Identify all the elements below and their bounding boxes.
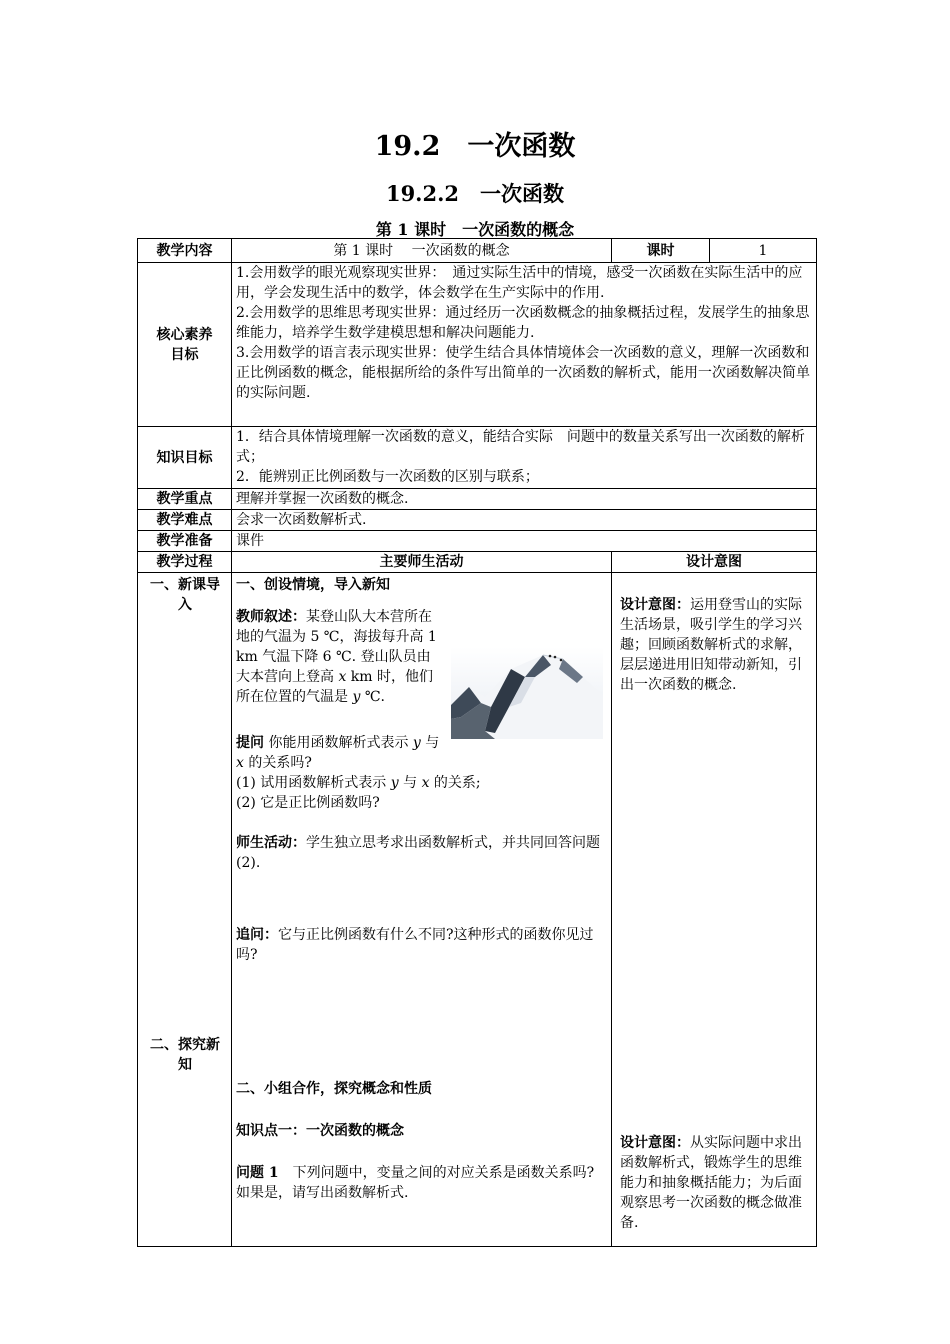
literacy-row [138, 263, 817, 427]
page-title: 19.2 一次函数 [374, 131, 576, 162]
knowledge-item: 1．结合具体情境理解一次函数的意义，能结合实际 问题中的数量关系写出一次函数的解析式； [236, 429, 805, 465]
focus-label: 教学重点 [138, 489, 232, 510]
section-title: 19.2.2 一次函数 [385, 181, 565, 206]
content-label: 教学内容 [138, 239, 232, 263]
lesson-plan-table [137, 238, 817, 1247]
activity-note: 师生活动：学生独立思考求出函数解析式，并共同回答问题(2). [236, 835, 600, 871]
prep-row [138, 531, 817, 552]
prep-label: 教学准备 [138, 531, 232, 552]
snowy-mountain-climbers-image [451, 647, 603, 739]
difficulty-row [138, 510, 817, 531]
knowledge-content [232, 427, 817, 489]
difficulty-value: 会求一次函数解析式. [232, 510, 817, 531]
question-2: (2) 它是正比例函数吗? [236, 795, 380, 811]
knowledge-point-heading: 知识点一：一次函数的概念 [236, 1123, 404, 1139]
s1-heading: 一、创设情境，导入新知 [236, 577, 390, 593]
intent-header: 设计意图 [612, 552, 817, 573]
process-header-row [138, 552, 817, 573]
period-value: 1 [710, 239, 817, 263]
s2-heading: 二、小组合作，探究概念和性质 [236, 1081, 432, 1097]
knowledge-item: 2．能辨别正比例函数与一次函数的区别与联系； [236, 469, 539, 485]
intent-column [612, 573, 817, 1247]
activity-column [232, 573, 612, 1247]
content-row [138, 239, 817, 263]
knowledge-label: 知识目标 [138, 427, 232, 489]
problem-1: 问题 1 下列问题中，变量之间的对应关系是函数关系吗?如果是，请写出函数解析式. [236, 1165, 595, 1201]
focus-row [138, 489, 817, 510]
intent-1: 设计意图：运用登雪山的实际生活场景，吸引学生的学习兴趣；回顾函数解析式的求解，层层递进用旧知带动新知，引出一次函数的概念. [620, 597, 802, 693]
literacy-item: 3.会用数学的语言表示现实世界：使学生结合具体情境体会一次函数的意义，理解一次函数和正比例函数的概念，能根据所给的条件写出简单的一次函数的解析式，能用一次函数解决简单的实际问题. [236, 345, 810, 401]
stage2-label: 二、探究新知 [150, 1037, 220, 1073]
question: 提问 你能用函数解析式表示 y 与 x 的关系吗? [236, 735, 440, 771]
literacy-item: 1.会用数学的眼光观察现实世界： 通过实际生活中的情境，感受一次函数在实际生活中的应用，学会发现生活中的数学，体会数学在生产实际中的作用. [236, 265, 803, 301]
stage1-label: 一、新课导入 [150, 577, 220, 613]
literacy-item: 2.会用数学的思维思考现实世界：通过经历一次函数概念的抽象概括过程，发展学生的抽象思维能力，培养学生数学建模思想和解决问题能力. [236, 305, 810, 341]
process-label: 教学过程 [138, 552, 232, 573]
difficulty-label: 教学难点 [138, 510, 232, 531]
knowledge-row [138, 427, 817, 489]
period-label: 课时 [612, 239, 710, 263]
literacy-label: 核心素养 目标 [138, 263, 232, 427]
literacy-content [232, 263, 817, 427]
narration: 教师叙述：某登山队大本营所在地的气温为 5 ℃，海拔每升高 1 km 气温下降 6 ℃. 登山队员由大本营向上登高 x km 时，他们所在位置的气温是 y ℃. [236, 609, 437, 705]
question-1: (1) 试用函数解析式表示 y 与 x 的关系; [236, 775, 481, 791]
intent-2: 设计意图：从实际问题中求出函数解析式，锻炼学生的思维能力和抽象概括能力；为后面观察思考一次函数的概念做准备. [620, 1135, 802, 1231]
focus-value: 理解并掌握一次函数的概念. [232, 489, 817, 510]
prep-value: 课件 [232, 531, 817, 552]
content-value: 第 1 课时 一次函数的概念 [232, 239, 612, 263]
lesson-heading: 第 1 课时 一次函数的概念 [375, 220, 575, 239]
activity-header: 主要师生活动 [232, 552, 612, 573]
follow-up-question: 追问：它与正比例函数有什么不同?这种形式的函数你见过吗? [236, 927, 594, 963]
stage-column [138, 573, 232, 1247]
process-body-row [138, 573, 817, 1247]
